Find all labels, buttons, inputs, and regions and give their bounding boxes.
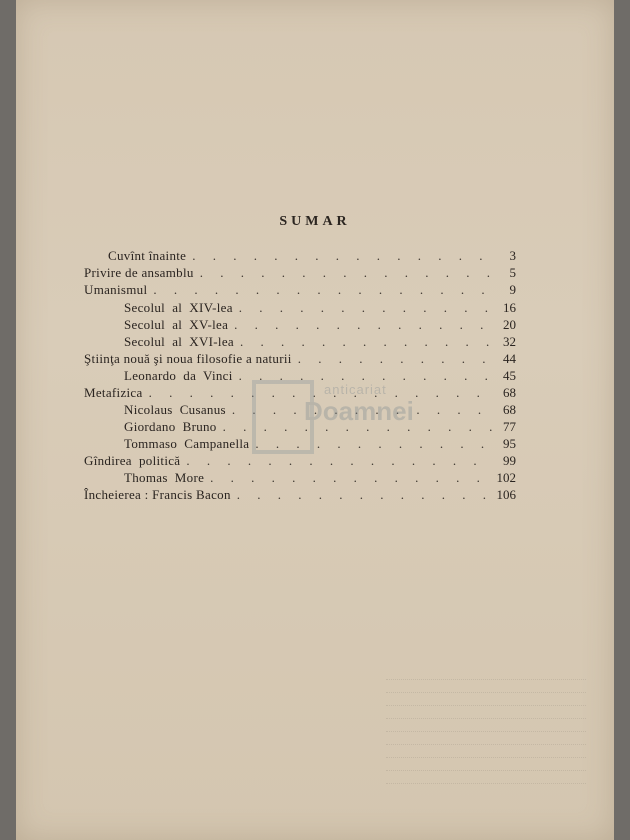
show-through-text xyxy=(386,668,586,785)
toc-entry: Leonardo da Vinci . . . 45 xyxy=(124,368,516,385)
toc-entry: Secolul al XV-lea . . . 20 xyxy=(124,317,516,334)
toc-entry: Secolul al XIV-lea . . . 16 xyxy=(124,300,516,317)
toc-entry: Cuvînt înainte . . . 3 xyxy=(108,248,516,265)
toc-entry: Nicolaus Cusanus . . . 68 xyxy=(124,402,516,419)
toc-entry: Tommaso Campanella . . . 95 xyxy=(124,436,516,453)
toc-entry: Încheierea : Francis Bacon . . . 106 xyxy=(84,487,516,504)
toc-entry: Gîndirea politică . . . 99 xyxy=(84,453,516,470)
book-page xyxy=(16,0,614,840)
toc-entry: Giordano Bruno . . . 77 xyxy=(124,419,516,436)
watermark-logo xyxy=(252,378,432,458)
toc-entry: Ştiinţa nouă şi noua filosofie a naturii . . . 44 xyxy=(84,351,516,368)
toc-entry: Metafizica . . . 68 xyxy=(84,385,516,402)
toc-entry: Umanismul . . . 9 xyxy=(84,282,516,299)
watermark-top-text: anticariat xyxy=(324,382,387,397)
toc-entry: Privire de ansamblu . . . 5 xyxy=(84,265,516,282)
toc-entry: Thomas More . . . 102 xyxy=(124,470,516,487)
watermark-main-text: Doamnei xyxy=(304,396,414,426)
toc-entry: Secolul al XVI-lea . . . 32 xyxy=(124,334,516,351)
page-title: SUMAR xyxy=(279,214,351,229)
